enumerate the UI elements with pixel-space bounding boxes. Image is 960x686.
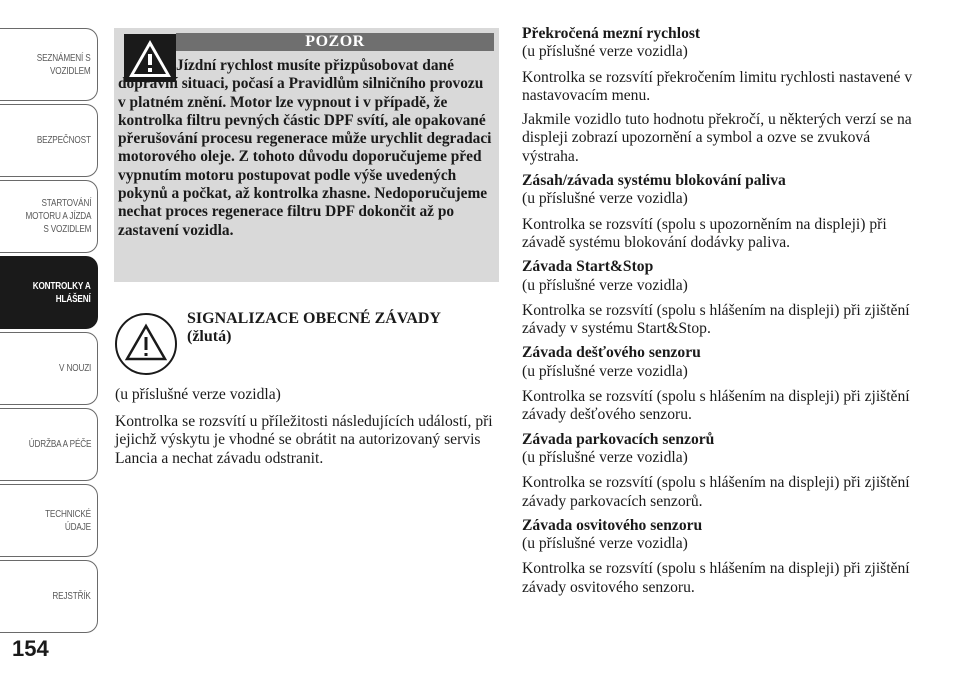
tab-bezpecnost[interactable] (0, 104, 98, 177)
section-sub: (u příslušné verze vozidla) (522, 448, 688, 466)
tab-seznameni[interactable] (0, 28, 98, 101)
tab-startovani[interactable] (0, 180, 98, 253)
tab-label: ÚDRŽBA A PÉČE (28, 439, 91, 450)
section-sub: (u příslušné verze vozidla) (522, 190, 688, 208)
tab-label: BEZPEČNOST (37, 135, 91, 146)
section (522, 431, 917, 511)
tab-kontrolky[interactable] (0, 256, 98, 329)
section (522, 172, 917, 252)
section (522, 258, 917, 338)
section-title: Závada osvitového senzoru (522, 516, 703, 534)
section-sub: (u příslušné verze vozidla) (522, 276, 688, 294)
tab-label: TECHNICKÉ ÚDAJE (45, 508, 91, 533)
version-note: (u příslušné verze vozidla) (115, 386, 281, 403)
warning-text: Jízdní rychlost musíte přizpůsobovat dané dopravní situaci, počasí a Pravidlům silničního provozu v platném znění. Motor lze vypnout i v případě, že kontrolka filtru pevných částic DPF svítí, ale opakované přerušování procesu regenerace může urychlit degradaci motorového oleje. Z tohoto důvodu doporučujeme před vypnutím motoru postupovat podle výše uvedených pokynů a počkat, až kontrolka zhasne. Nedoporučujeme nechat proces regenerace filtru DPF dokončit až po zastavení vozidla. (118, 57, 492, 239)
section-title: Překročená mezní rychlost (522, 25, 701, 42)
tab-rejstrik[interactable] (0, 560, 98, 633)
section-subheading: (žlutá) (187, 328, 232, 345)
section-body: Kontrolka se rozsvítí (spolu s hlášením na displeji) při zjištění závady dešťového senzoru. (522, 388, 910, 424)
tab-udrzba[interactable] (0, 408, 98, 481)
tab-v-nouzi[interactable] (0, 332, 98, 405)
section-heading: SIGNALIZACE OBECNÉ ZÁVADY (187, 310, 441, 327)
section-body: Jakmile vozidlo tuto hodnotu překročí, u některých verzí se na displeji zobrazí upozornění a symbol a ozve se zvuková výstraha. (522, 111, 912, 165)
section-title: Zásah/závada systému blokování paliva (522, 172, 786, 190)
page-number: 154 (12, 636, 49, 661)
tab-label: KONTROLKY A HLÁŠENÍ (33, 280, 91, 305)
paragraph: Kontrolka se rozsvítí u příležitosti následujících událostí, při jejichž výskytu je vhodné se obrátit na autorizovaný servis Lancia a nechat závadu odstranit. (115, 413, 493, 467)
section-title: Závada parkovacích senzorů (522, 430, 715, 448)
general-fault-warning-icon (114, 312, 178, 376)
warning-header: POZOR (176, 33, 494, 51)
tab-label: SEZNÁMENÍ S VOZIDLEM (37, 52, 91, 77)
tab-label: REJSTŘÍK (52, 591, 91, 602)
section-body: Kontrolka se rozsvítí (spolu s upozorněním na displeji) při závadě systému blokování dodávky paliva. (522, 215, 887, 251)
section-body: Kontrolka se rozsvítí (spolu s hlášením na displeji) při zjištění závady v systému Start&Stop. (522, 301, 910, 338)
section-sub: (u příslušné verze vozidla) (522, 535, 688, 553)
section-title: Závada Start&Stop (522, 258, 654, 276)
section-sub: (u příslušné verze vozidla) (522, 362, 688, 380)
warning-box (114, 28, 499, 282)
section-body: Kontrolka se rozsvítí překročením limitu rychlosti nastavené v nastavovacím menu. (522, 68, 913, 104)
right-column (522, 25, 917, 603)
tab-label: STARTOVÁNÍ MOTORU A JÍZDA S VOZIDLEM (25, 198, 91, 235)
section (522, 517, 917, 597)
tab-label: V NOUZI (58, 363, 91, 374)
section-body: Kontrolka se rozsvítí (spolu s hlášením na displeji) při zjištění závady parkovacích senzorů. (522, 474, 910, 510)
section-sub: (u příslušné verze vozidla) (522, 43, 688, 61)
section-body: Kontrolka se rozsvítí (spolu s hlášením na displeji) při zjištění závady osvitového senzoru. (522, 560, 910, 596)
tab-technicke-udaje[interactable] (0, 484, 98, 557)
section (522, 25, 917, 166)
section-title: Závada dešťového senzoru (522, 344, 701, 362)
section (522, 344, 917, 424)
